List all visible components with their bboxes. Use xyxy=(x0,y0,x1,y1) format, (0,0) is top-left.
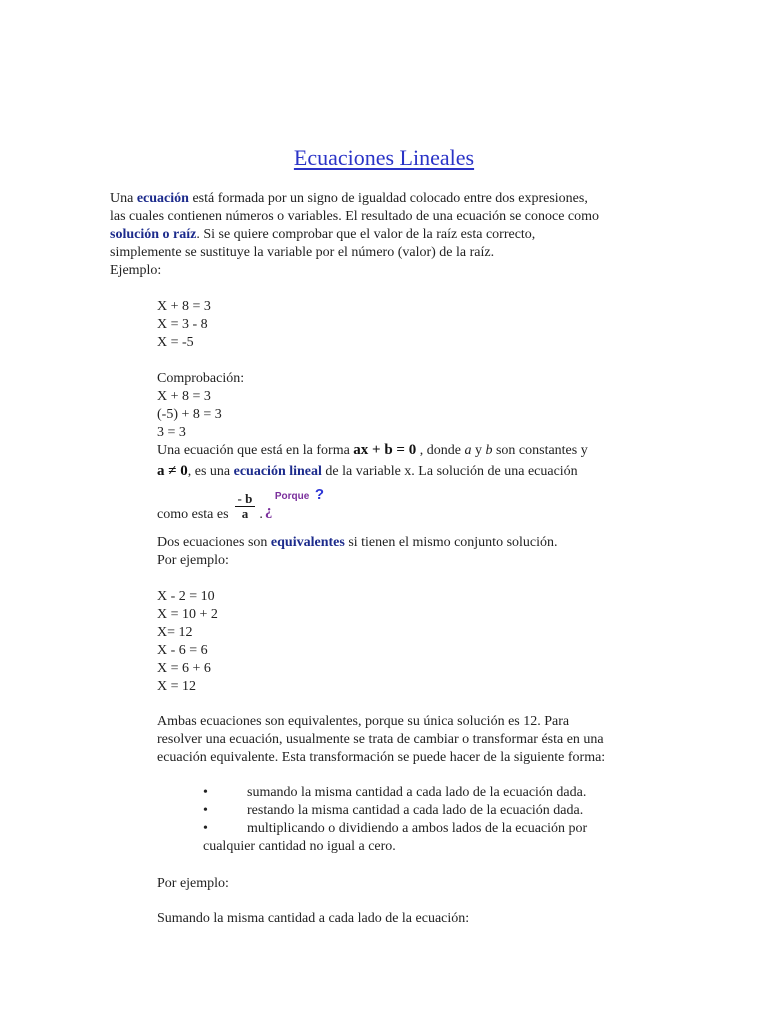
keyword-ecuacion-lineal: ecuación lineal xyxy=(233,464,322,479)
equation-line: X = 6 + 6 xyxy=(157,661,211,676)
equation-line: X = -5 xyxy=(157,335,194,350)
list-item-text: sumando la misma cantidad a cada lado de la ecuación dada. xyxy=(247,785,587,800)
list-item xyxy=(203,820,663,838)
keyword-ecuacion: ecuación xyxy=(136,191,189,206)
page-title[interactable]: Ecuaciones Lineales xyxy=(293,145,475,170)
intro-line-4: simplemente se sustituye la variable por el número (valor) de la raíz. xyxy=(110,245,495,260)
equation-line: X - 2 = 10 xyxy=(157,589,215,604)
explanation-line: resolver una ecuación, usualmente se trata de cambiar o transformar ésta en una xyxy=(157,732,604,747)
equation-line: X - 6 = 6 xyxy=(157,643,208,658)
equation-line: 3 = 3 xyxy=(157,425,186,440)
intro-text: Una xyxy=(110,191,137,206)
equivalence-explanation xyxy=(157,713,677,767)
equiv-line-1 xyxy=(157,534,677,552)
fraction-denominator: a xyxy=(241,506,249,522)
intro-line-5: Ejemplo: xyxy=(110,263,162,278)
linear-text: y xyxy=(471,443,486,458)
porque-link[interactable] xyxy=(263,486,325,519)
example-2 xyxy=(157,588,218,696)
equation-line: X= 12 xyxy=(157,625,193,640)
intro-text: . Si se quiere comprobar que el valor de la raíz esta correcto, xyxy=(196,227,536,242)
equation-line: X = 3 - 8 xyxy=(157,317,208,332)
var-a: a xyxy=(464,443,472,458)
equivalent-definition xyxy=(157,534,677,570)
linear-text: Una ecuación que está en la forma xyxy=(157,443,354,458)
equation-line: X = 10 + 2 xyxy=(157,607,218,622)
equation-line: X + 8 = 3 xyxy=(157,389,211,404)
linear-line-2 xyxy=(157,462,677,480)
example-1 xyxy=(157,298,211,352)
equation-line: X = 12 xyxy=(157,679,197,694)
linear-definition xyxy=(157,441,677,522)
check-block xyxy=(157,370,244,442)
intro-paragraph xyxy=(110,190,670,280)
porque-open-mark: ¿ xyxy=(264,503,273,519)
formula-ax-b: ax + b = 0 xyxy=(353,442,417,458)
fraction-numerator: - b xyxy=(235,492,256,507)
por-ejemplo-label xyxy=(157,875,229,893)
linear-line-3 xyxy=(157,486,677,522)
linear-line-1 xyxy=(157,441,677,459)
linear-text: como esta es xyxy=(157,507,229,522)
list-item xyxy=(203,784,663,802)
bullet-icon: • xyxy=(203,803,208,818)
explanation-line: ecuación equivalente. Esta transformación se puede hacer de la siguiente forma: xyxy=(157,750,606,765)
list-item xyxy=(203,802,663,820)
equiv-text: Dos ecuaciones son xyxy=(157,535,271,550)
bullet-icon: • xyxy=(203,785,208,800)
linear-text: . xyxy=(259,507,263,522)
linear-text: son constantes y xyxy=(492,443,588,458)
bullet-icon: • xyxy=(203,821,208,836)
transformation-list xyxy=(203,784,663,856)
intro-line-3 xyxy=(110,226,670,244)
formula-a-neq-0: a ≠ 0 xyxy=(157,463,188,479)
linear-text: , es una xyxy=(187,464,234,479)
list-item-continuation: cualquier cantidad no igual a cero. xyxy=(203,839,396,854)
intro-line-2: las cuales contienen números o variables. El resultado de una ecuación se conoce como xyxy=(110,209,600,224)
equation-line: (-5) + 8 = 3 xyxy=(157,407,222,422)
list-item-text: restando la misma cantidad a cada lado de la ecuación dada. xyxy=(247,803,584,818)
linear-text: , donde xyxy=(416,443,465,458)
keyword-solucion-raiz: solución o raíz xyxy=(110,227,197,242)
var-b: b xyxy=(485,443,493,458)
equation-line: X + 8 = 3 xyxy=(157,299,211,314)
intro-text: está formada por un signo de igualdad colocado entre dos expresiones, xyxy=(188,191,588,206)
sumando-heading xyxy=(157,910,469,928)
linear-text: de la variable x. La solución de una ecuación xyxy=(321,464,578,479)
por-ejemplo-text: Por ejemplo: xyxy=(157,876,229,891)
check-label: Comprobación: xyxy=(157,371,245,386)
keyword-equivalentes: equivalentes xyxy=(270,535,345,550)
intro-line-1 xyxy=(110,190,670,208)
equiv-text: si tienen el mismo conjunto solución. xyxy=(344,535,558,550)
sumando-text: Sumando la misma cantidad a cada lado de la ecuación: xyxy=(157,911,470,926)
porque-label: Porque xyxy=(274,491,310,502)
porque-close-mark: ? xyxy=(314,486,325,503)
explanation-line: Ambas ecuaciones son equivalentes, porque su única solución es 12. Para xyxy=(157,714,570,729)
list-item-text: multiplicando o dividiendo a ambos lados de la ecuación por xyxy=(247,821,588,836)
solution-fraction xyxy=(235,492,256,521)
equiv-line-2: Por ejemplo: xyxy=(157,553,229,568)
